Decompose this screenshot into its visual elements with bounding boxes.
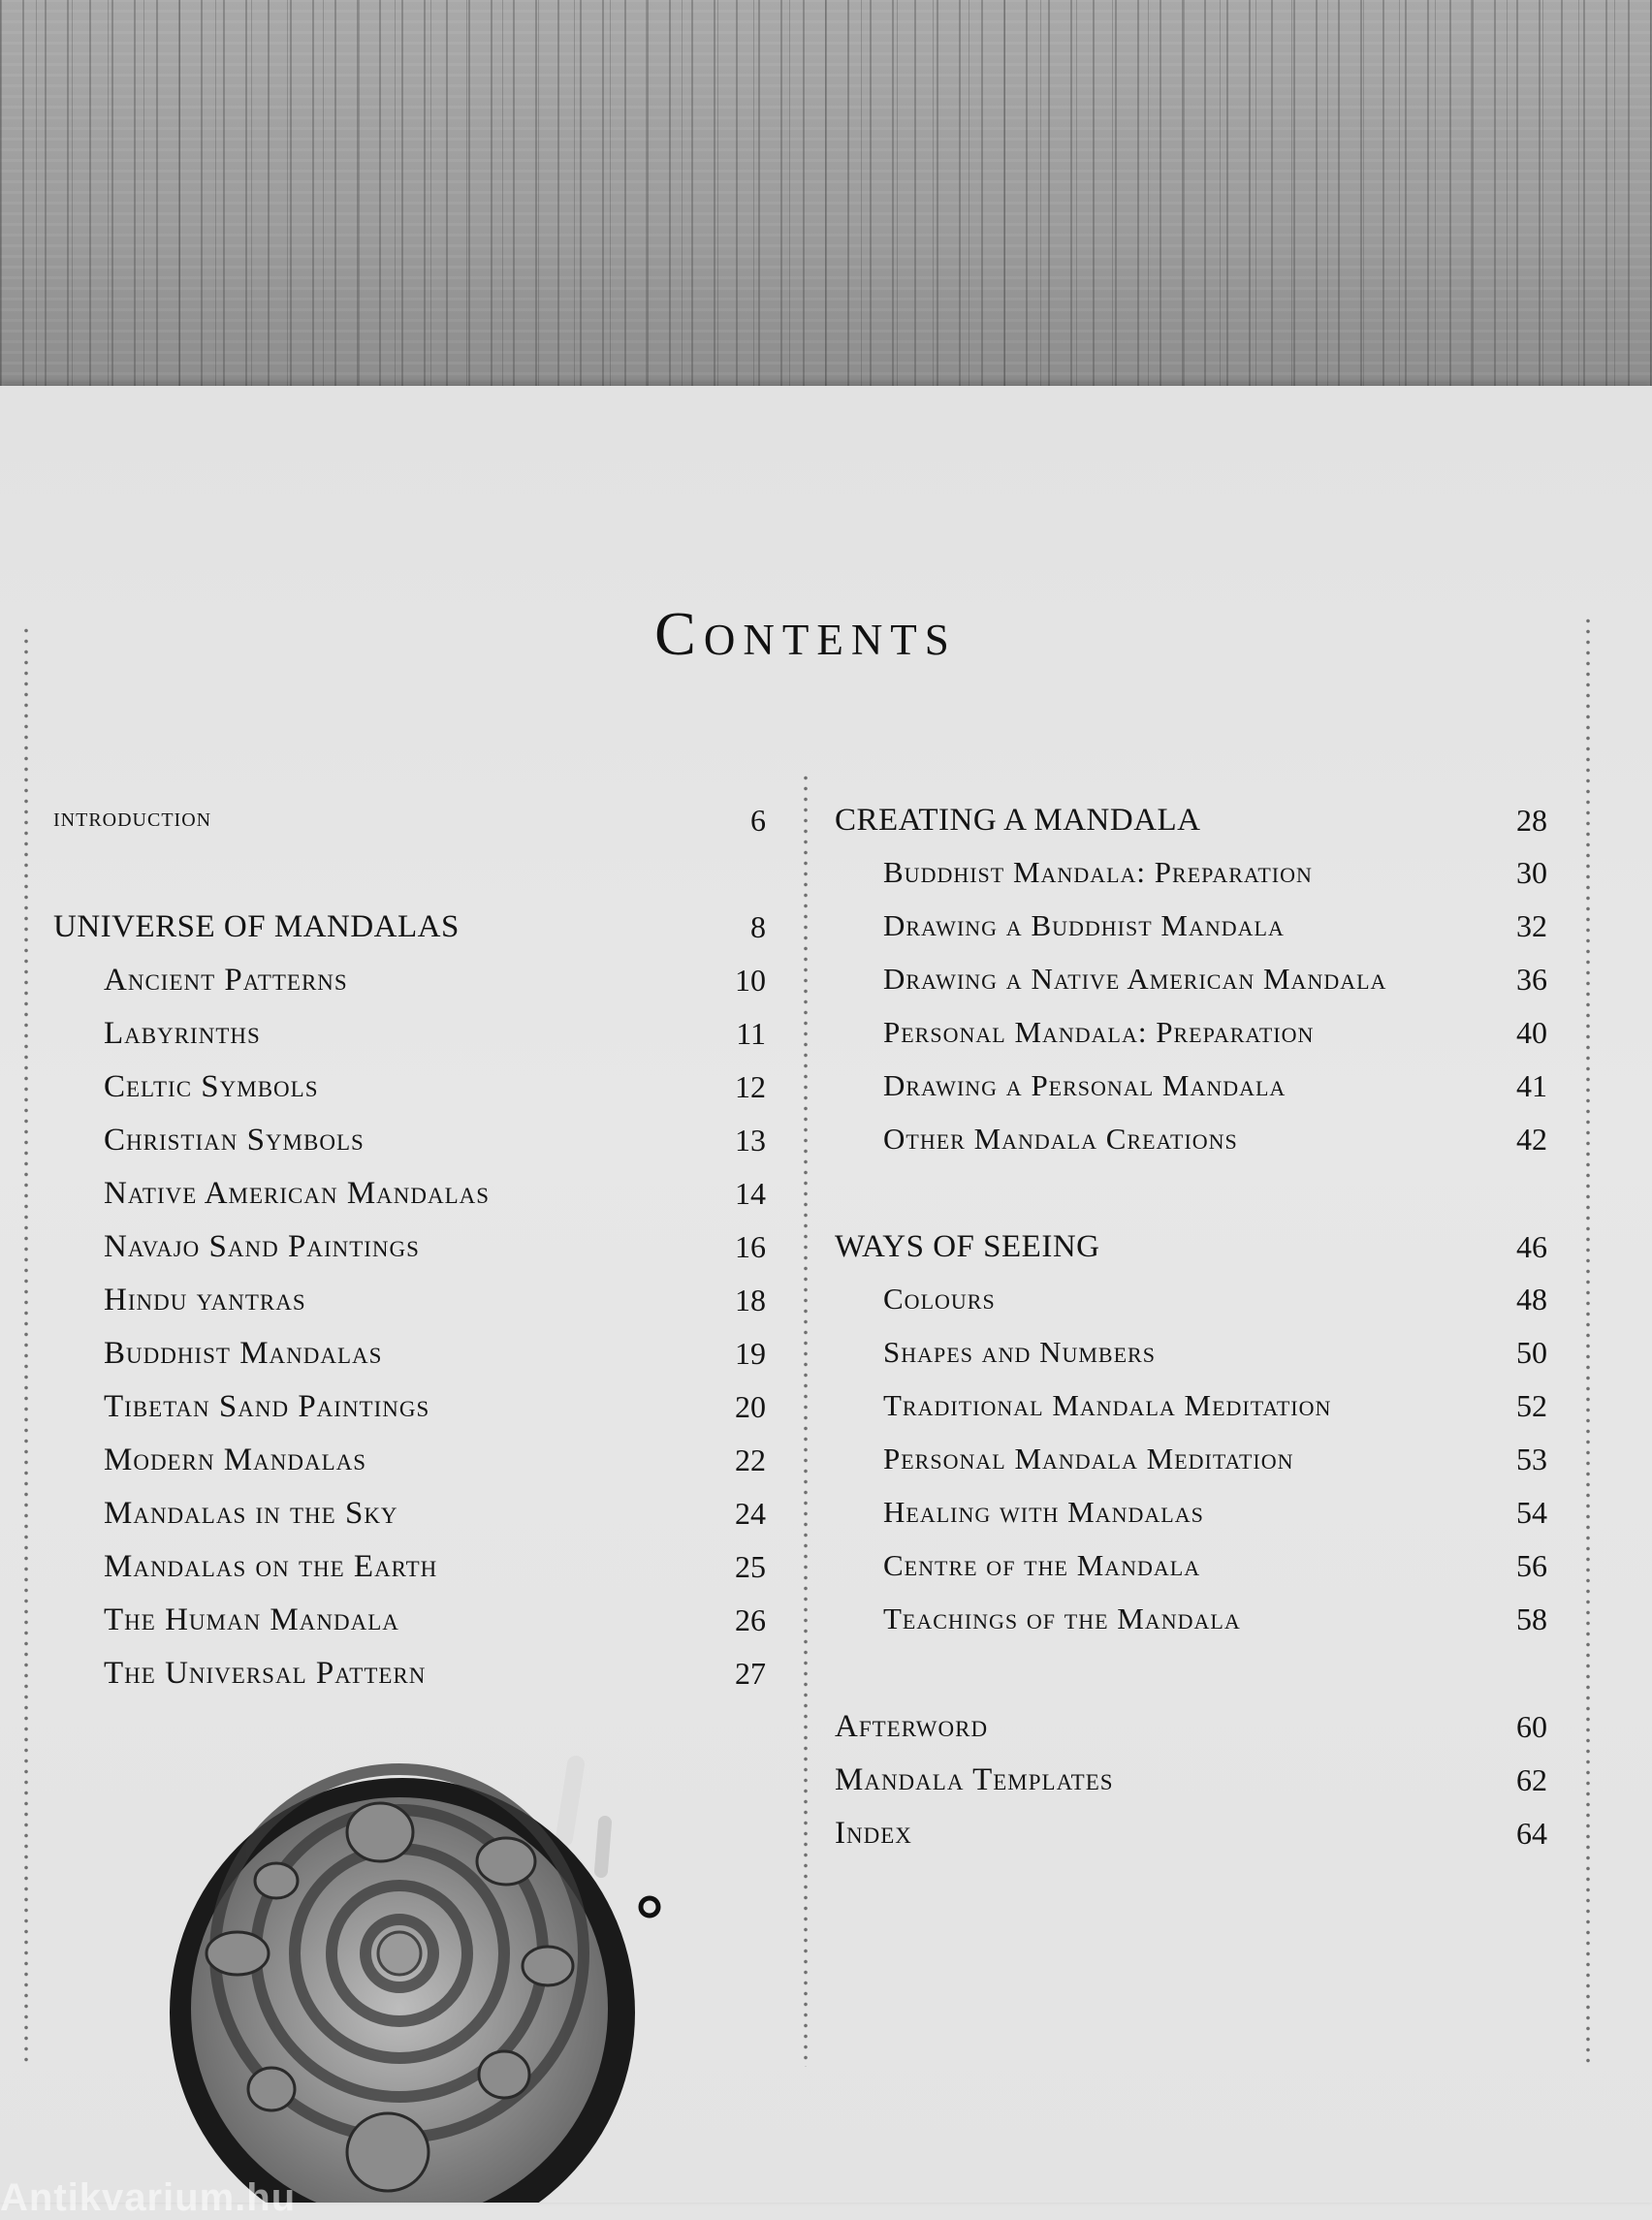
toc-page-number: 8 [750, 909, 766, 944]
toc-entry-title: Drawing a Personal Mandala [883, 1068, 1287, 1102]
toc-entry [883, 1068, 1286, 1103]
toc-entry-title: Shapes and Numbers [883, 1335, 1156, 1369]
toc-entry-title: Native American Mandalas [104, 1176, 491, 1211]
toc-page-number: 62 [1516, 1762, 1547, 1797]
toc-page-number: 40 [1516, 1015, 1547, 1050]
toc-entry [104, 1176, 490, 1212]
toc-entry [104, 1016, 261, 1052]
toc-entry [104, 1656, 426, 1692]
toc-page-number: 10 [735, 963, 766, 998]
toc-entry-title: Mandalas in the Sky [104, 1496, 398, 1531]
toc-entry-title: Teachings of the Mandala [883, 1602, 1241, 1635]
toc-entry [883, 908, 1285, 943]
toc-entry [53, 909, 460, 945]
toc-entry [883, 1388, 1331, 1423]
toc-entry-title: Drawing a Buddhist Mandala [883, 908, 1285, 942]
toc-entry-title: Navajo Sand Paintings [104, 1229, 420, 1264]
toc-page-number: 25 [735, 1549, 766, 1584]
toc-entry-title: Celtic Symbols [104, 1069, 319, 1104]
toc-entry-title: Tibetan Sand Paintings [104, 1389, 430, 1424]
toc-entry [883, 1495, 1204, 1530]
toc-entry [835, 1816, 912, 1852]
toc-entry-title: Traditional Mandala Meditation [883, 1388, 1332, 1422]
table-surface-backdrop [0, 0, 1652, 407]
toc-page-number: 52 [1516, 1388, 1547, 1423]
toc-entry [104, 963, 348, 999]
toc-entry-title: Other Mandala Creations [883, 1122, 1238, 1156]
toc-entry [104, 1389, 429, 1425]
toc-entry-title: introduction [53, 803, 212, 833]
toc-entry-title: The Human Mandala [104, 1602, 399, 1637]
toc-page-number: 50 [1516, 1335, 1547, 1370]
dotted-column-divider [804, 773, 808, 2067]
toc-entry-title: Labyrinths [104, 1016, 261, 1051]
toc-entry-title: Personal Mandala: Preparation [883, 1015, 1315, 1049]
toc-entry-title: Index [835, 1816, 912, 1851]
toc-entry-title: Afterword [835, 1709, 989, 1744]
toc-entry [104, 1069, 319, 1105]
toc-page-number: 14 [735, 1176, 766, 1211]
page-title: Contents [654, 599, 957, 668]
toc-entry [835, 1709, 988, 1745]
toc-entry [883, 855, 1313, 890]
toc-page-number: 32 [1516, 908, 1547, 943]
toc-entry [835, 1229, 1099, 1265]
toc-entry-title: Ancient Patterns [104, 963, 348, 998]
toc-entry-title: Buddhist Mandala: Preparation [883, 855, 1313, 889]
toc-entry-title: Personal Mandala Meditation [883, 1442, 1294, 1475]
toc-entry [104, 1549, 437, 1585]
sand-mandala-illustration [145, 1745, 688, 2203]
toc-entry-title: Mandala Templates [835, 1762, 1114, 1797]
toc-entry-title: WAYS OF SEEING [835, 1229, 1100, 1264]
toc-entry [104, 1602, 399, 1638]
toc-page-number: 46 [1516, 1229, 1547, 1264]
toc-page-number: 56 [1516, 1548, 1547, 1583]
toc-entry [104, 1123, 365, 1158]
toc-entry [104, 1283, 306, 1318]
toc-page-number: 54 [1516, 1495, 1547, 1530]
toc-entry-title: Centre of the Mandala [883, 1548, 1201, 1582]
toc-entry-title: Buddhist Mandalas [104, 1336, 383, 1371]
toc-page-number: 19 [735, 1336, 766, 1371]
toc-page-number: 6 [750, 803, 766, 838]
toc-entry-title: Colours [883, 1282, 996, 1316]
toc-page-number: 41 [1516, 1068, 1547, 1103]
toc-page-number: 42 [1516, 1122, 1547, 1157]
toc-page-number: 64 [1516, 1816, 1547, 1851]
toc-entry [883, 1548, 1200, 1583]
toc-page-number: 22 [735, 1443, 766, 1477]
toc-entry [883, 1282, 996, 1316]
toc-page-number: 12 [735, 1069, 766, 1104]
toc-page-number: 48 [1516, 1282, 1547, 1316]
toc-entry [104, 1229, 420, 1265]
toc-page-number: 36 [1516, 962, 1547, 997]
toc-page-number: 30 [1516, 855, 1547, 890]
toc-page-number: 60 [1516, 1709, 1547, 1744]
toc-entry [835, 803, 1201, 839]
toc-entry-title: Modern Mandalas [104, 1443, 367, 1477]
dotted-border-left [24, 625, 28, 2065]
toc-entry-title: The Universal Pattern [104, 1656, 427, 1691]
toc-entry-title: Drawing a Native American Mandala [883, 962, 1387, 996]
dotted-border-right [1586, 616, 1590, 2065]
toc-page-number: 13 [735, 1123, 766, 1158]
toc-page-number: 27 [735, 1656, 766, 1691]
toc-page-number: 26 [735, 1602, 766, 1637]
toc-entry [104, 1336, 382, 1372]
toc-page-number: 28 [1516, 803, 1547, 838]
toc-page-number: 16 [735, 1229, 766, 1264]
toc-entry [104, 1443, 366, 1478]
toc-entry [883, 1015, 1314, 1050]
toc-page-number: 58 [1516, 1602, 1547, 1636]
toc-entry [883, 1602, 1241, 1636]
toc-page-number: 11 [736, 1016, 766, 1051]
toc-entry [883, 1335, 1156, 1370]
toc-entry [883, 962, 1386, 997]
toc-entry [104, 1496, 398, 1532]
toc-page-number: 20 [735, 1389, 766, 1424]
toc-entry-title: Hindu yantras [104, 1283, 306, 1317]
toc-page-number: 53 [1516, 1442, 1547, 1476]
toc-entry-title: Healing with Mandalas [883, 1495, 1204, 1529]
toc-entry-title: UNIVERSE OF MANDALAS [53, 909, 460, 944]
toc-entry-title: Christian Symbols [104, 1123, 365, 1158]
toc-page-number: 18 [735, 1283, 766, 1317]
toc-entry [883, 1122, 1238, 1157]
toc-entry [835, 1762, 1114, 1798]
watermark: Antikvarium.hu [0, 2176, 297, 2219]
toc-page-number: 24 [735, 1496, 766, 1531]
toc-entry [53, 803, 211, 834]
toc-entry [883, 1442, 1294, 1476]
toc-entry-title: CREATING A MANDALA [835, 803, 1201, 838]
toc-entry-title: Mandalas on the Earth [104, 1549, 438, 1584]
